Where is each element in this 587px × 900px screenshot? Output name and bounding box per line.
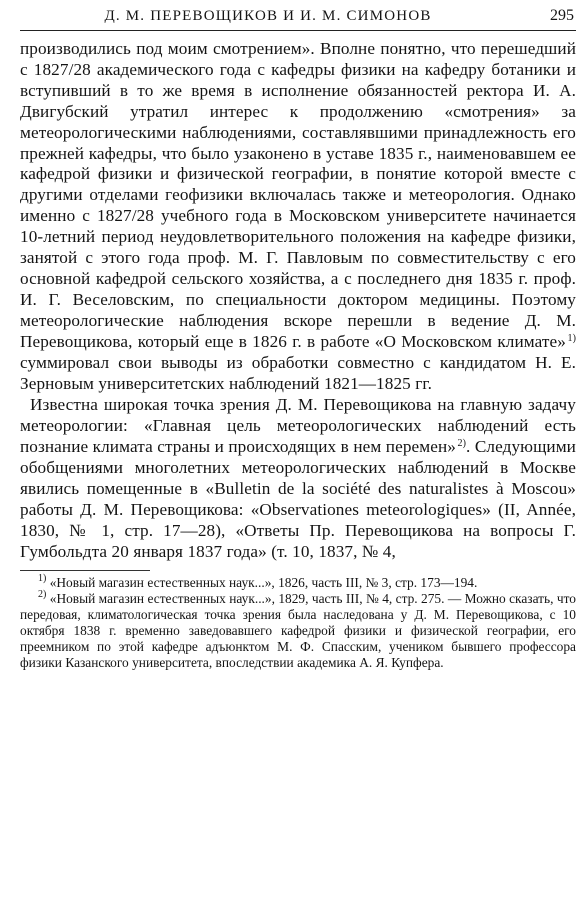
footnote-reference: 2)	[457, 438, 467, 450]
footnote	[20, 588, 576, 671]
footnotes	[20, 572, 576, 672]
footnote-mark: 2)	[38, 588, 47, 600]
page-number: 295	[550, 7, 574, 24]
paragraph-text: производились под моим смотрением». Вполне понятно, что перешедший с 1827/28 академического года с кафедры физики на кафедру ботаники и вступивший в то же время в исполнение обязанностей ректора И. А. Двигубский утратил интерес к продолжению «смотрения» за метеорологическими наблюдениями, составлявшими принадлежность его прежней кафедры, что было узаконено в уставе 1835 г., наименовавшем ее кафедрой физики и физической географии, в понятие которой вместе с другими отделами геофизики включалась также и метеорология. Однако именно с 1827/28 учебного года в Московском университете начинается 10-летний период неудовлетворительного положения на кафедре физики, занятой с этого года проф. М. Г. Павловым по совместительству с его основной кафедрой сельского хозяйства, а с последнего дня 1835 г. проф. И. Г. Веселовским, по специальности доктором медицины. Поэтому метеорологические наблюдения вскоре перешли в ведение Д. М. Перевощикова, который еще в 1826 г. в работе «О Московском климате»	[20, 39, 576, 351]
paragraph	[20, 395, 576, 562]
paragraph	[20, 39, 576, 394]
paragraph-text: суммировал свои выводы из обработки совместно с кандидатом Н. Е. Зерновым университетских наблюдений 1821—1825 гг.	[20, 352, 576, 393]
body-text	[20, 39, 576, 563]
footnote-text: «Новый магазин естественных наук...», 1829, часть III, № 4, стр. 275. — Можно сказать, что передовая, климатологическая точка зрения была наследована у Д. М. Перевощикова, с 10 октября 1838 г. временно заведовавшего кафедрой физики и физической географии, его преемником по этой кафедре адъюнктом М. Ф. Спасским, учеником бывшего профессора физики Казанского университета, впоследствии академика А. Я. Купфера.	[20, 590, 576, 671]
footnote	[20, 572, 576, 591]
footnote-divider	[20, 570, 150, 571]
footnote-reference: 1)	[567, 332, 576, 344]
paragraph-text: . Следующими обобщениями многолетних метеорологических наблюдений в Москве явились помещенные в «Bulletin de la société des naturalistes à Moscou» работы Д. М. Перевощикова: «Observationes meteorologiques» (II, Année, 1830, № 1, стр. 17—28), «Ответы Пр. Перевощикова на вопросы Г. Гумбольдта 20 января 1837 года» (т. 10, 1837, № 4,	[20, 437, 576, 561]
footnote-mark: 1)	[38, 572, 47, 584]
footnote-text: «Новый магазин естественных наук...», 1826, часть III, № 3, стр. 173—194.	[46, 574, 478, 590]
running-head	[20, 4, 576, 31]
book-page	[20, 4, 576, 894]
paragraph-text: Известна широкая точка зрения Д. М. Перевощикова на главную задачу метеорологии: «Главная цель метеорологических наблюдений есть познание климата страны и происходящих в нем перемен»	[20, 395, 576, 457]
running-title: Д. М. ПЕРЕВОЩИКОВ И И. М. СИМОНОВ	[104, 8, 432, 24]
